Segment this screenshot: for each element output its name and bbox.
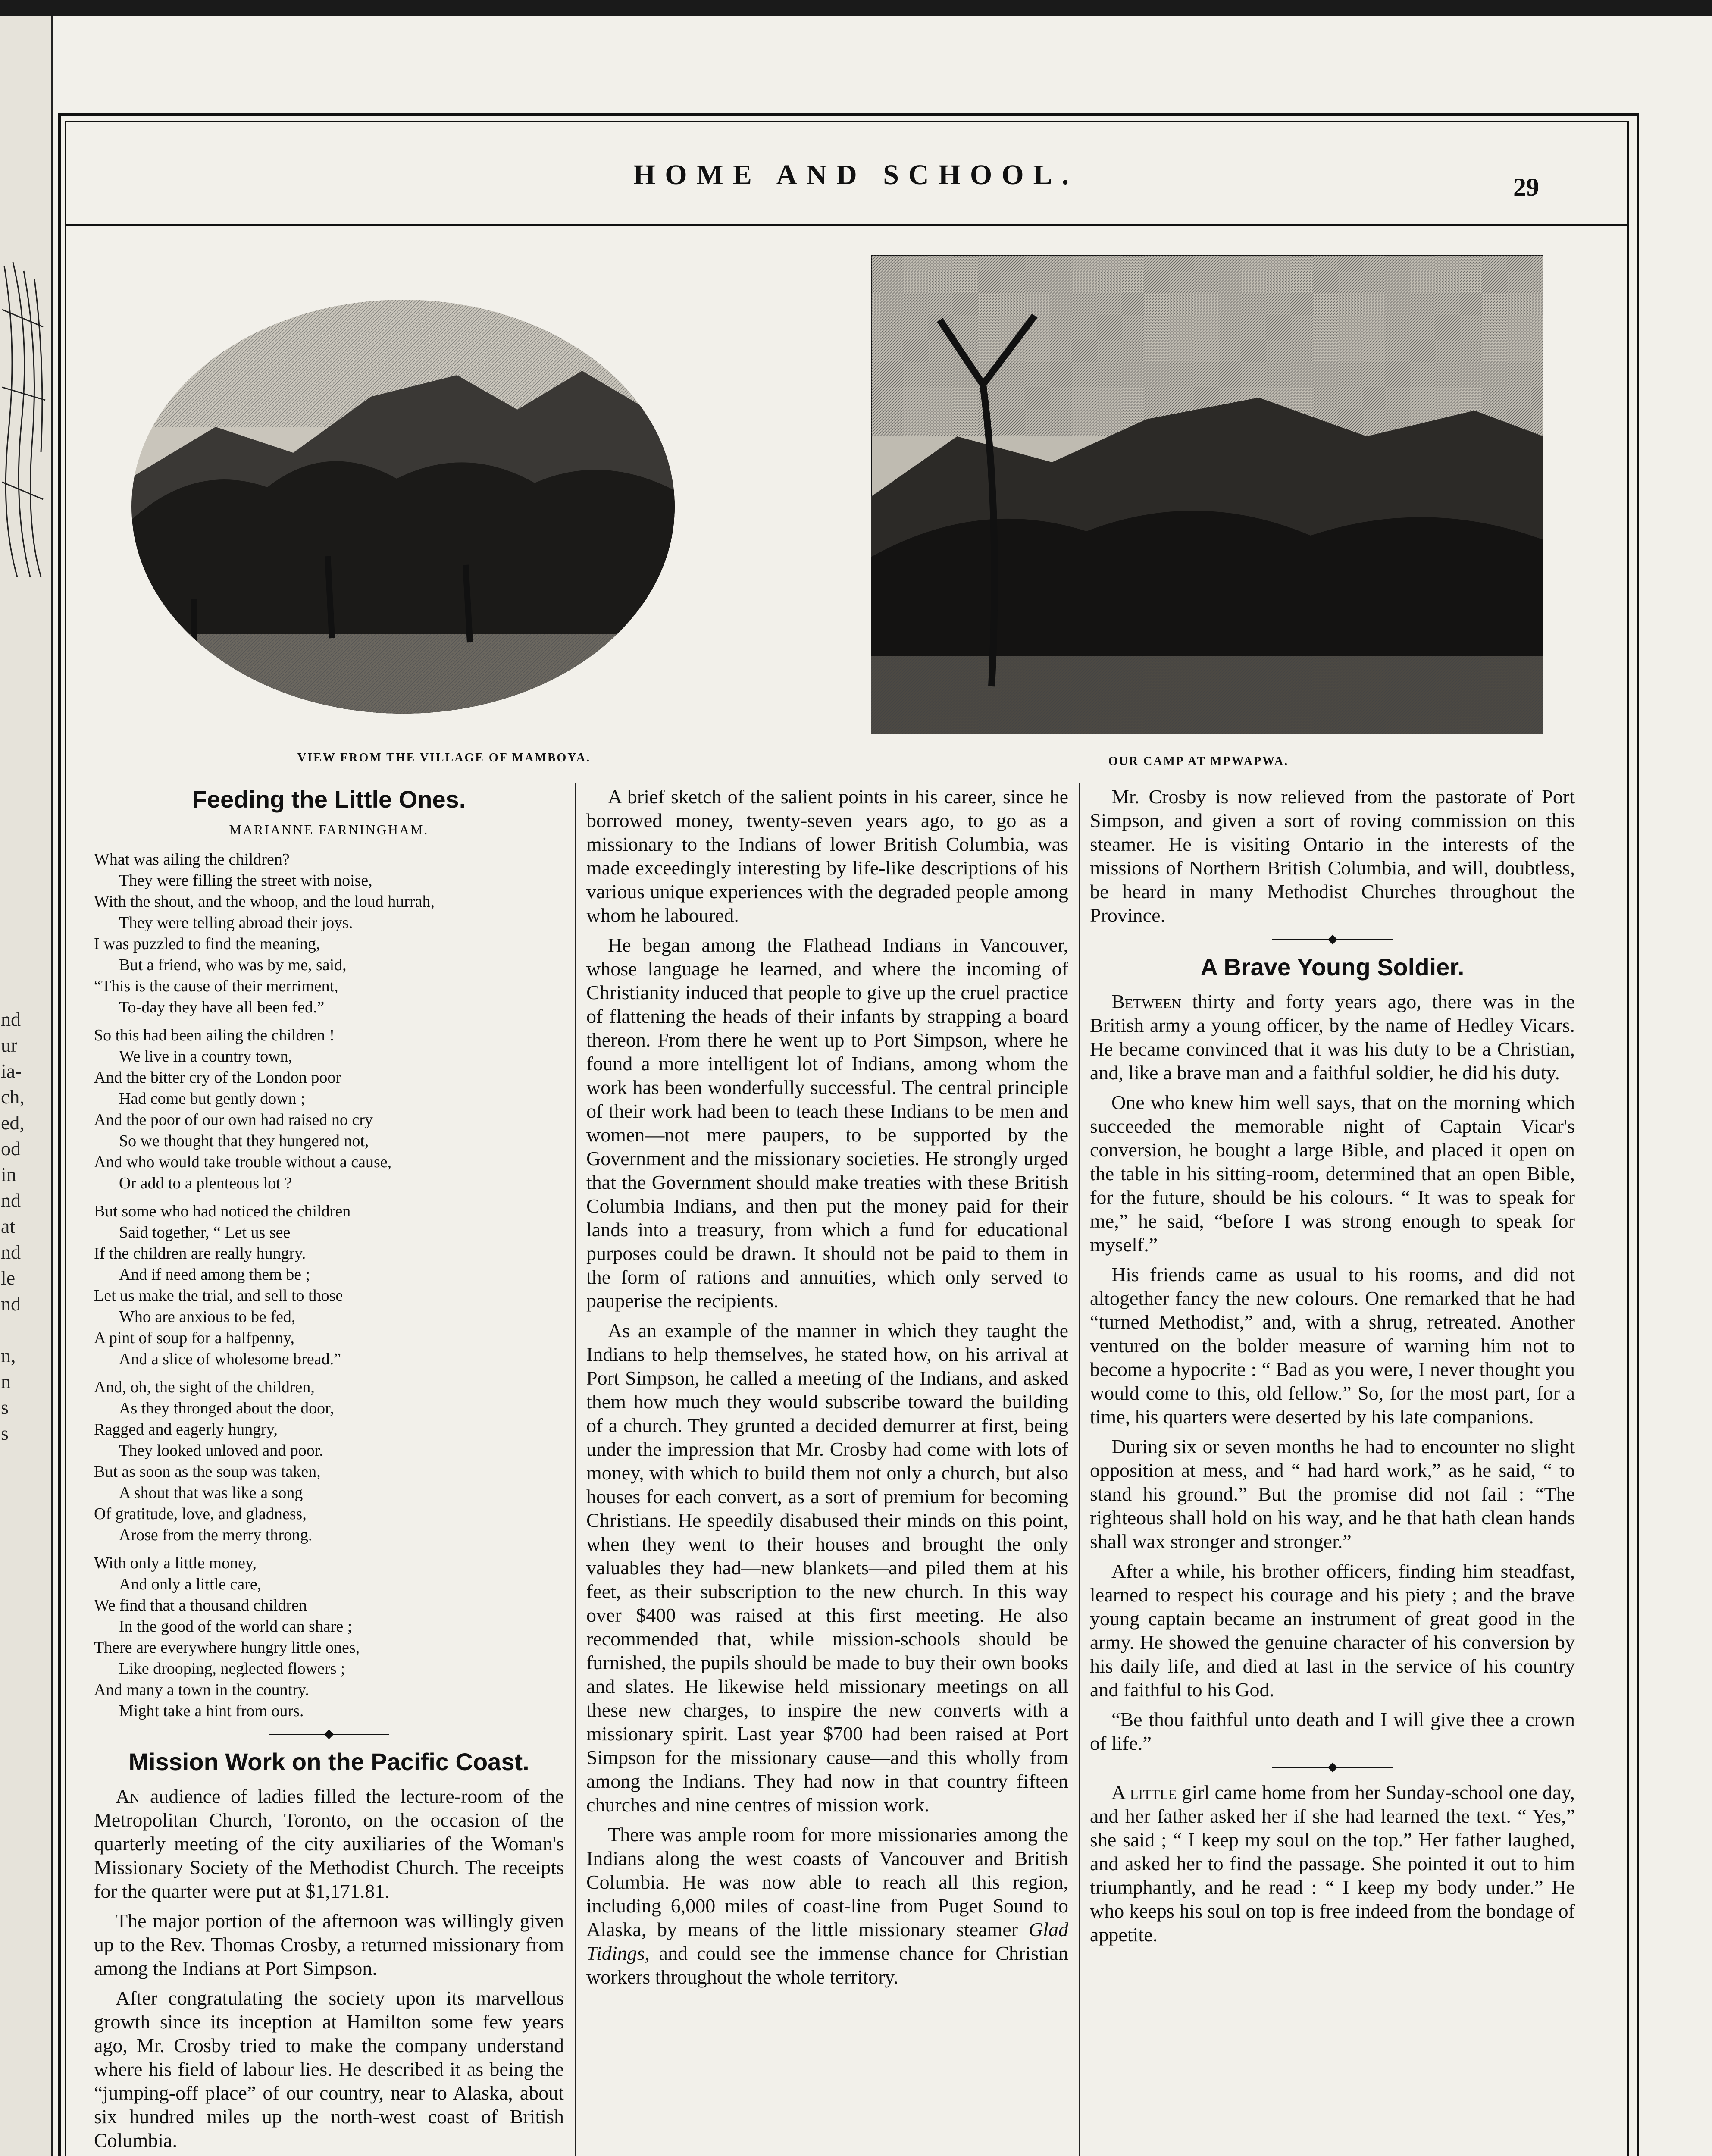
mission-paragraph-5: He began among the Flathead Indians in Vancouver, whose language he learned, and where the incoming of Christianity induced that people to give up the cruel practice of flattening the heads of their infants by strapping a board thereon. From there he went up to Port Simpson, where he found a more intelligent lot of Indians, among whom the work has been wonderfully successful. The central principle of their work had been to teach these Indians to be men and women—not mere paupers, to be supported by the Government and the missionary societies. He strongly urged that the Government should make treaties with these British Columbia Indians, and then put the money paid for their lands into a treasury, from which a fund for educational purposes could be drawn. It should not be paid to them in the form of rations and annuities, which only served to pauperise the recipients. — [586, 934, 1068, 1312]
poem-line: Who are anxious to be fed, — [119, 1308, 296, 1326]
poem-line: Arose from the merry throng. — [119, 1526, 313, 1544]
poem-line: Of gratitude, love, and gladness, — [94, 1505, 307, 1523]
poem-line: What was ailing the children? — [94, 850, 290, 868]
mission-paragraph-1: An audience of ladies filled the lecture-room of the Metropolitan Church, Toronto, on the occasion of the quarterly meeting of the city auxiliaries of the Woman's Missionary Society of the Methodist Church. The receipts for the quarter were put at $1,171.81. — [94, 1785, 564, 1902]
soldier-paragraph-3: His friends came as usual to his rooms, and did not altogether fancy the new colours. One remarked that he had “turned Methodist,” and, with a shrug, retreated. Another ventured on the bolder measure of warning him not to become a hypocrite : “ Bad as you were, I never thought you would come to this, old fellow.” So, for the most part, for a time, his quarters were deserted by his late companions. — [1090, 1263, 1575, 1428]
mission-paragraph-6: As an example of the manner in which they taught the Indians to help themselves, he stated how, on his arrival at Port Simpson, he called a meeting of the Indians, and asked them how much they would subscribe toward the building of a church. They grunted a decided demurrer at first, being under the impression that Mr. Crosby had come with lots of money, with which to build them not only a church, but also houses for each convert, as a sort of premium for becoming Christians. He speedily disabused their minds on this point, when they went to their houses and brought the only valuables they had—new blankets—and piled them at his feet, as their subscription to the new church. In this way over $400 was raised at this first meeting. He also recommended that, while mission-schools should be furnished, the pupils should be made to buy their own books and slates. He likewise held missionary meetings on all these new charges, to inspire the new converts with a missionary spirit. Last year $700 had been raised at Port Simpson for the missionary cause—and this wholly from among the Indians. They had now in that country fifteen churches and nine centres of mission work. — [586, 1319, 1068, 1816]
poem-line: Or add to a plenteous lot ? — [119, 1174, 292, 1192]
scan-top-edge — [0, 0, 1712, 16]
poem-line: We live in a country town, — [119, 1047, 293, 1065]
adjacent-page-strip — [0, 16, 53, 2156]
poem-line: Might take a hint from ours. — [119, 1702, 304, 1720]
adjacent-text-fragment: s — [1, 1396, 9, 1418]
adjacent-text-fragment: nd — [1, 1293, 21, 1315]
poem-line: A pint of soup for a halfpenny, — [94, 1329, 295, 1347]
page-title: HOME AND SCHOOL. — [633, 159, 1079, 191]
poem-line: So we thought that they hungered not, — [119, 1132, 369, 1150]
poem-line: And if need among them be ; — [119, 1266, 310, 1284]
soldier-paragraph-1: Between thirty and forty years ago, there was in the British army a young officer, by the name of Hedley Vicars. He became convinced that it was his duty to be a Christian, and, like a brave man and a faithful soldier, he did his duty. — [1090, 990, 1575, 1084]
poem-stanza — [94, 1377, 564, 1546]
adjacent-text-fragment: ed, — [1, 1112, 25, 1134]
page-number: 29 — [1513, 173, 1539, 201]
poem-line: And, oh, the sight of the children, — [94, 1378, 315, 1396]
mission-paragraph-7: There was ample room for more missionaries among the Indians along the west coasts of Vancouver and British Columbia. He was now able to reach all this region, including 6,000 miles of coast-line from Puget Sound to Alaska, by means of the little missionary steamer Glad Tidings, and could see the immense chance for Christian workers throughout the whole territory. — [586, 1824, 1068, 1988]
column-rule-1 — [575, 783, 576, 2156]
adjacent-text-fragment: nd — [1, 1241, 21, 1263]
poem-line: We find that a thousand children — [94, 1596, 307, 1614]
poem-stanza — [94, 1553, 564, 1722]
poem-line: And many a town in the country. — [94, 1681, 309, 1699]
mission-paragraph-2: The major portion of the afternoon was willingly given up to the Rev. Thomas Crosby, a returned missionary from among the Indians at Port Simpson. — [94, 1910, 564, 1979]
poem-line: So this had been ailing the children ! — [94, 1026, 335, 1044]
poem-line: And the bitter cry of the London poor — [94, 1069, 341, 1087]
caption-mpwapwa: OUR CAMP AT MPWAPWA. — [1108, 755, 1289, 768]
poem-line: And a slice of wholesome bread.” — [119, 1350, 341, 1368]
soldier-title: A Brave Young Soldier. — [1200, 953, 1465, 981]
adjacent-text-fragment: at — [1, 1215, 16, 1237]
poem-line: With only a little money, — [94, 1554, 257, 1572]
adjacent-text-fragment: in — [1, 1163, 16, 1185]
section-divider — [1090, 939, 1575, 940]
adjacent-text-fragment: ch, — [1, 1086, 25, 1108]
poem-line: But a friend, who was by me, said, — [119, 956, 347, 974]
poem-line: In the good of the world can share ; — [119, 1617, 352, 1636]
poem-line: But some who had noticed the children — [94, 1202, 351, 1220]
poem-line: They were telling abroad their joys. — [119, 914, 353, 932]
mission-paragraph-3: After congratulating the society upon its marvellous growth since its inception at Hamilton some few years ago, Mr. Crosby tried to make the company understand where his field of labour lies. He described it as being the “jumping-off place” of our country, near to Alaska, about six hundred miles up the north-west coast of British Columbia. — [94, 1987, 564, 2151]
poem-line: Like drooping, neglected flowers ; — [119, 1660, 345, 1678]
adjacent-illustration-fragment — [0, 258, 48, 586]
poem-line: And the poor of our own had raised no cry — [94, 1111, 373, 1129]
adjacent-text-fragment: n — [1, 1370, 11, 1392]
poem-stanza — [94, 849, 564, 1018]
section-divider — [94, 1734, 564, 1735]
poem-line: With the shout, and the whoop, and the loud hurrah, — [94, 893, 435, 911]
poem-line: To-day they have all been fed.” — [119, 998, 325, 1016]
mission-title: Mission Work on the Pacific Coast. — [128, 1748, 529, 1775]
adjacent-text-fragment: ia- — [1, 1060, 22, 1082]
poem-line: Said together, “ Let us see — [119, 1223, 291, 1241]
poem-line: Let us make the trial, and sell to those — [94, 1287, 343, 1305]
poem-line: A shout that was like a song — [119, 1484, 303, 1502]
adjacent-text-fragment: s — [1, 1422, 9, 1444]
poem-author: MARIANNE FARNINGHAM. — [229, 822, 429, 837]
adjacent-text-fragment: od — [1, 1138, 21, 1159]
poem-line: Ragged and eagerly hungry, — [94, 1420, 278, 1438]
section-divider — [1090, 1767, 1575, 1768]
mission-paragraph-8: Mr. Crosby is now relieved from the pastorate of Port Simpson, and given a sort of roving commission on this steamer. He is visiting Ontario in the interests of the missions of Northern British Columbia, and will, doubtless, be heard in many Methodist Churches throughout the Province. — [1090, 786, 1575, 926]
mission-paragraph-4: A brief sketch of the salient points in his career, since he borrowed money, twenty-seven years ago, to go as a missionary to the Indians of lower British Columbia, was made exceedingly interesting by life-like descriptions of his various unique experiences with the degraded people among whom he laboured. — [586, 786, 1068, 926]
poem-line: But as soon as the soup was taken, — [94, 1463, 321, 1481]
poem-line: As they thronged about the door, — [119, 1399, 334, 1417]
soldier-paragraph-6: “Be thou faithful unto death and I will give thee a crown of life.” — [1090, 1708, 1575, 1754]
poem-line: And only a little care, — [119, 1575, 262, 1593]
poem-line: I was puzzled to find the meaning, — [94, 935, 320, 953]
adjacent-text-fragment: ur — [1, 1034, 18, 1056]
header-rule — [65, 224, 1627, 226]
caption-mamboya: VIEW FROM THE VILLAGE OF MAMBOYA. — [297, 751, 591, 765]
column-rule-2 — [1079, 783, 1080, 2156]
column-2 — [586, 785, 1068, 1995]
anecdote-paragraph: A little girl came home from her Sunday-school one day, and her father asked her if she had learned the text. “ Yes,” she said ; “ I keep my soul on the top.” Her father laughed, and asked her to find the passage. She pointed it out to him triumphantly, and he read : “ I keep my body under.” He who keeps his soul on top is free indeed from the bondage of appetite. — [1090, 1781, 1575, 1946]
poem-title: Feeding the Little Ones. — [192, 786, 466, 813]
soldier-paragraph-4: During six or seven months he had to encounter no slight opposition at mess, and “ had hard work,” as he said, “ to stand his ground.” But the promise did not fail : “The righteous shall hold on his way, and he that hath clean hands shall wax stronger and stronger.” — [1090, 1435, 1575, 1552]
poem-line: There are everywhere hungry little ones, — [94, 1639, 360, 1657]
poem-line: Had come but gently down ; — [119, 1090, 305, 1108]
poem-line: “This is the cause of their merriment, — [94, 977, 338, 995]
adjacent-text-fragment: n, — [1, 1344, 16, 1366]
poem-stanza — [94, 1201, 564, 1370]
poem-line: If the children are really hungry. — [94, 1244, 306, 1263]
soldier-paragraph-2: One who knew him well says, that on the morning which succeeded the memorable night of Captain Vicar's conversion, he bought a large Bible, and placed it open on the table in his sitting-room, determined that an open Bible, for the future, should be his colours. “ It was to speak for me,” he said, “before I was strong enough to speak for myself.” — [1090, 1091, 1575, 1256]
adjacent-text-fragment: le — [1, 1267, 16, 1289]
poem-stanza — [94, 1025, 564, 1194]
poem-line: They were filling the street with noise, — [119, 871, 372, 890]
column-1 — [94, 785, 564, 2156]
column-3 — [1090, 785, 1575, 1952]
poem-line: And who would take trouble without a cause, — [94, 1153, 392, 1171]
mpwapwa-camp-engraving — [871, 255, 1543, 734]
poem-body — [94, 849, 564, 1722]
mamboya-village-engraving — [129, 298, 677, 716]
soldier-paragraph-5: After a while, his brother officers, finding him steadfast, learned to respect his courage and his piety ; and the brave young captain became an instrument of great good in the army. He showed the genuine character of his conversion by his daily life, and died at last in the service of his country and faithful to his God. — [1090, 1560, 1575, 1701]
poem-line: They looked unloved and poor. — [119, 1442, 323, 1460]
adjacent-text-fragment: nd — [1, 1189, 21, 1211]
adjacent-text-fragment: nd — [1, 1008, 21, 1030]
